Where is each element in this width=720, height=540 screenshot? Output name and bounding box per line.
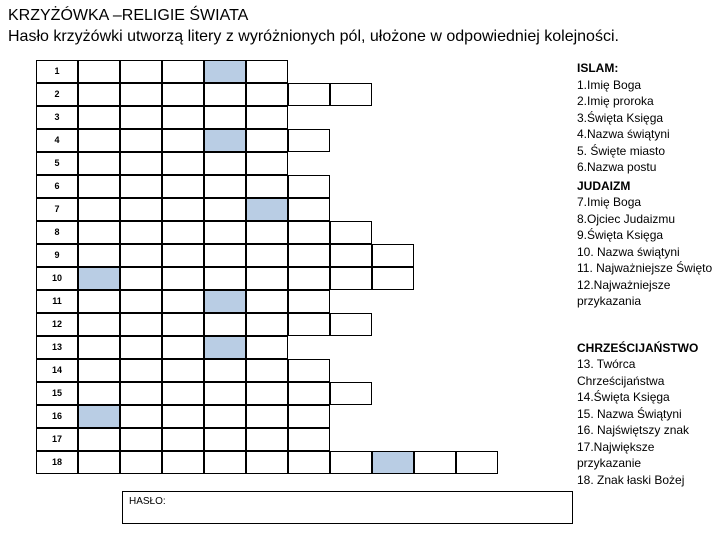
row-number: 12	[36, 313, 78, 336]
clues-christianity	[577, 340, 717, 489]
crossword-cell[interactable]	[162, 451, 204, 474]
crossword-cell[interactable]	[120, 336, 162, 359]
clue-item: 18. Znak łaski Bożej	[577, 472, 685, 487]
crossword-cell[interactable]	[120, 451, 162, 474]
row-number: 18	[36, 451, 78, 474]
crossword-cell[interactable]	[246, 428, 288, 451]
crossword-cell[interactable]	[78, 382, 120, 405]
crossword-cell[interactable]	[246, 60, 288, 83]
crossword-cell[interactable]	[120, 152, 162, 175]
crossword-cell-highlighted[interactable]	[204, 129, 246, 152]
crossword-cell[interactable]	[162, 83, 204, 106]
row-number: 15	[36, 382, 78, 405]
crossword-cell[interactable]	[120, 313, 162, 336]
crossword-cell[interactable]	[246, 267, 288, 290]
clue-item: 12.Najważniejsze przykazania	[577, 277, 671, 308]
crossword-cell[interactable]	[372, 244, 414, 267]
crossword-cell[interactable]	[162, 382, 204, 405]
crossword-cell[interactable]	[204, 451, 246, 474]
crossword-cell[interactable]	[288, 359, 330, 382]
clue-item: 7.Imię Boga	[577, 195, 642, 209]
crossword-cell[interactable]	[162, 336, 204, 359]
crossword-cell[interactable]	[288, 198, 330, 221]
password-label: HASŁO:	[129, 496, 166, 507]
clues-panel	[577, 60, 717, 490]
crossword-cell[interactable]	[204, 106, 246, 129]
row-number: 16	[36, 405, 78, 428]
crossword-cell[interactable]	[246, 152, 288, 175]
clue-item: 2.Imię proroka	[577, 94, 654, 108]
crossword-cell[interactable]	[162, 313, 204, 336]
crossword-cell[interactable]	[330, 83, 372, 106]
row-number: 10	[36, 267, 78, 290]
crossword-cell[interactable]	[78, 359, 120, 382]
crossword-cell[interactable]	[78, 290, 120, 313]
crossword-cell[interactable]	[288, 129, 330, 152]
row-number: 4	[36, 129, 78, 152]
clue-item: 9.Święta Księga	[577, 228, 664, 242]
row-number: 17	[36, 428, 78, 451]
crossword-cell[interactable]	[330, 313, 372, 336]
crossword-cell[interactable]	[120, 290, 162, 313]
crossword-cell[interactable]	[78, 428, 120, 451]
crossword-cell-highlighted[interactable]	[78, 267, 120, 290]
clues-judaism-heading: JUDAIZM	[577, 178, 631, 193]
row-number: 5	[36, 152, 78, 175]
crossword-cell[interactable]	[78, 336, 120, 359]
clue-item: 8.Ojciec Judaizmu	[577, 211, 676, 226]
crossword-cell[interactable]	[246, 313, 288, 336]
row-number: 2	[36, 83, 78, 106]
crossword-cell[interactable]	[288, 244, 330, 267]
crossword-cell[interactable]	[204, 267, 246, 290]
crossword-cell[interactable]	[162, 106, 204, 129]
crossword-cell[interactable]	[204, 175, 246, 198]
clues-judaism	[577, 178, 717, 310]
clue-item: 4.Nazwa świątyni	[577, 127, 670, 141]
row-number: 9	[36, 244, 78, 267]
crossword-cell[interactable]	[78, 152, 120, 175]
crossword-cell[interactable]	[288, 290, 330, 313]
crossword-cell-highlighted[interactable]	[204, 336, 246, 359]
crossword-cell[interactable]	[372, 267, 414, 290]
crossword-cell[interactable]	[288, 175, 330, 198]
crossword-cell[interactable]	[330, 221, 372, 244]
crossword-cell[interactable]	[120, 244, 162, 267]
crossword-cell[interactable]	[330, 451, 372, 474]
crossword-cell[interactable]	[162, 129, 204, 152]
crossword-cell[interactable]	[78, 129, 120, 152]
crossword-cell[interactable]	[162, 198, 204, 221]
spacer	[577, 312, 717, 340]
clues-islam	[577, 60, 717, 176]
clue-item: 16. Najświętszy znak	[577, 423, 690, 437]
instructions: Hasło krzyżówki utworzą litery z wyróżnionych pól, ułożone w odpowiedniej kolejności.	[8, 28, 619, 45]
crossword-cell[interactable]	[288, 313, 330, 336]
clue-item: 15. Nazwa Świątyni	[577, 406, 682, 421]
crossword-cell[interactable]	[288, 221, 330, 244]
crossword-cell[interactable]	[246, 129, 288, 152]
crossword-cell[interactable]	[288, 428, 330, 451]
crossword-cell-highlighted[interactable]	[204, 60, 246, 83]
crossword-cell[interactable]	[78, 451, 120, 474]
crossword-cell[interactable]	[120, 405, 162, 428]
crossword-cell[interactable]	[78, 83, 120, 106]
clue-item: 11. Najważniejsze Święto	[577, 261, 713, 275]
crossword-cell[interactable]	[120, 359, 162, 382]
crossword-cell[interactable]	[288, 451, 330, 474]
crossword-cell[interactable]	[162, 359, 204, 382]
crossword-cell[interactable]	[288, 405, 330, 428]
crossword-cell[interactable]	[246, 244, 288, 267]
crossword-cell[interactable]	[204, 244, 246, 267]
crossword-cell[interactable]	[162, 221, 204, 244]
crossword-cell[interactable]	[330, 382, 372, 405]
crossword-cell[interactable]	[246, 290, 288, 313]
crossword-cell[interactable]	[288, 382, 330, 405]
clue-item: 1.Imię Boga	[577, 77, 642, 92]
clue-item: 10. Nazwa świątyni	[577, 244, 680, 259]
crossword-cell[interactable]	[204, 198, 246, 221]
clue-item: 3.Święta Księga	[577, 110, 664, 125]
crossword-cell[interactable]	[204, 313, 246, 336]
crossword-cell[interactable]	[162, 244, 204, 267]
password-box[interactable]	[122, 491, 573, 524]
crossword-cell[interactable]	[204, 221, 246, 244]
crossword-cell[interactable]	[120, 106, 162, 129]
crossword-cell[interactable]	[78, 244, 120, 267]
row-number: 8	[36, 221, 78, 244]
crossword-cell[interactable]	[120, 382, 162, 405]
crossword-cell[interactable]	[120, 83, 162, 106]
crossword-cell[interactable]	[78, 198, 120, 221]
crossword-cell[interactable]	[330, 267, 372, 290]
clue-item: 13. Twórca Chrześcijaństwa	[577, 357, 665, 388]
crossword-cell[interactable]	[78, 106, 120, 129]
crossword-cell[interactable]	[246, 405, 288, 428]
crossword-cell[interactable]	[120, 221, 162, 244]
crossword-cell[interactable]	[330, 244, 372, 267]
crossword-cell[interactable]	[456, 451, 498, 474]
crossword-cell[interactable]	[246, 175, 288, 198]
crossword-cell[interactable]	[288, 267, 330, 290]
crossword-cell[interactable]	[120, 198, 162, 221]
crossword-cell-highlighted[interactable]	[78, 405, 120, 428]
crossword-cell[interactable]	[120, 60, 162, 83]
crossword-cell[interactable]	[78, 60, 120, 83]
crossword-cell[interactable]	[204, 83, 246, 106]
crossword-cell[interactable]	[162, 428, 204, 451]
crossword-cell[interactable]	[204, 152, 246, 175]
crossword-cell[interactable]	[162, 175, 204, 198]
crossword-cell[interactable]	[204, 359, 246, 382]
crossword-cell[interactable]	[162, 152, 204, 175]
row-number: 11	[36, 290, 78, 313]
crossword-cell[interactable]	[162, 60, 204, 83]
row-number: 6	[36, 175, 78, 198]
row-number: 3	[36, 106, 78, 129]
crossword-cell[interactable]	[162, 405, 204, 428]
crossword-cell[interactable]	[246, 106, 288, 129]
crossword-cell[interactable]	[246, 382, 288, 405]
row-number: 7	[36, 198, 78, 221]
crossword-cell-highlighted[interactable]	[372, 451, 414, 474]
crossword-cell[interactable]	[246, 336, 288, 359]
crossword-cell[interactable]	[204, 428, 246, 451]
clue-item: 5. Święte miasto	[577, 143, 666, 158]
crossword-cell[interactable]	[162, 290, 204, 313]
crossword-cell-highlighted[interactable]	[246, 198, 288, 221]
clues-christianity-heading: CHRZEŚCIJAŃSTWO	[577, 340, 699, 355]
row-number: 1	[36, 60, 78, 83]
clue-item: 6.Nazwa postu	[577, 160, 657, 174]
crossword-cell[interactable]	[204, 382, 246, 405]
crossword-cell-highlighted[interactable]	[204, 290, 246, 313]
crossword-cell[interactable]	[204, 405, 246, 428]
crossword-cell[interactable]	[246, 83, 288, 106]
crossword-cell[interactable]	[78, 313, 120, 336]
crossword-cell[interactable]	[246, 359, 288, 382]
crossword-cell[interactable]	[246, 221, 288, 244]
crossword-cell[interactable]	[78, 175, 120, 198]
crossword-cell[interactable]	[288, 83, 330, 106]
crossword-cell[interactable]	[162, 267, 204, 290]
row-number: 13	[36, 336, 78, 359]
crossword-cell[interactable]	[120, 428, 162, 451]
crossword-cell[interactable]	[414, 451, 456, 474]
clue-item: 17.Największe przykazanie	[577, 439, 655, 470]
crossword-cell[interactable]	[246, 451, 288, 474]
crossword-cell[interactable]	[120, 175, 162, 198]
clues-islam-heading: ISLAM:	[577, 61, 619, 75]
row-number: 14	[36, 359, 78, 382]
crossword-cell[interactable]	[120, 267, 162, 290]
page-title: KRZYŻÓWKA –RELIGIE ŚWIATA	[8, 7, 249, 24]
crossword-cell[interactable]	[78, 221, 120, 244]
crossword-cell[interactable]	[120, 129, 162, 152]
clue-item: 14.Święta Księga	[577, 390, 670, 404]
